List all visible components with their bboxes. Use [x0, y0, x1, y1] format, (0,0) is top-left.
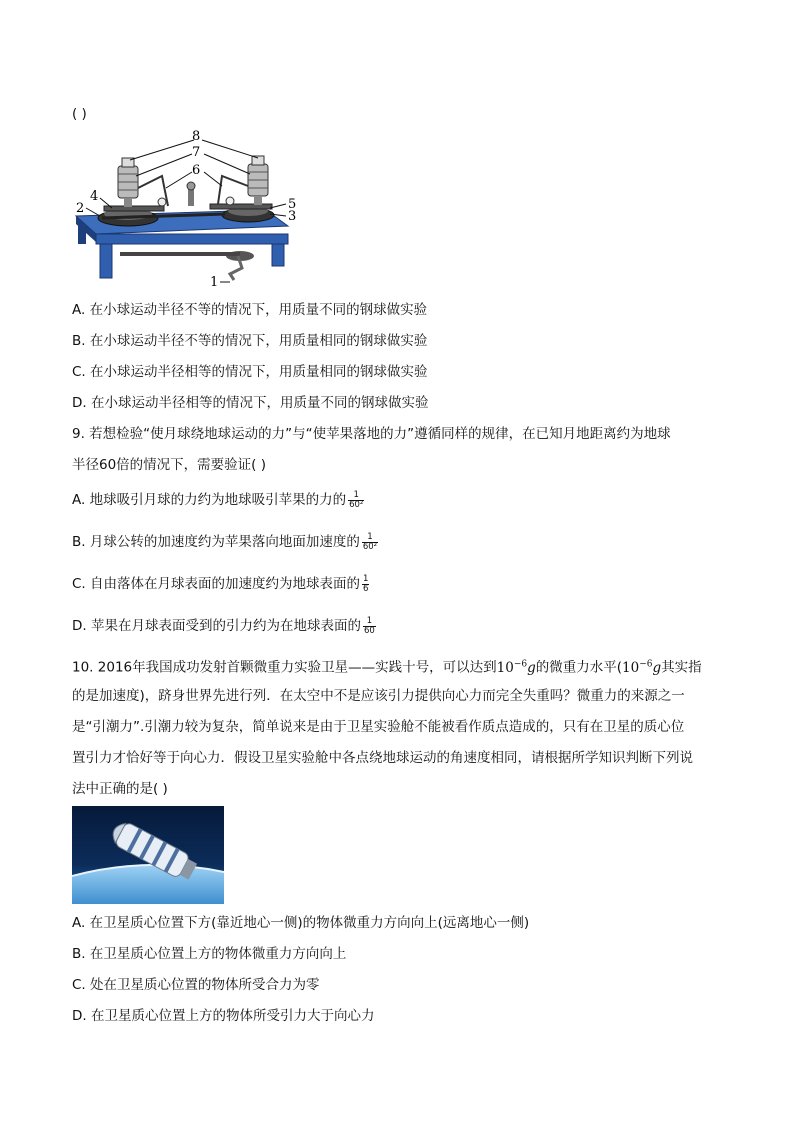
q10-option-d[interactable]: D. 在卫星质心位置上方的物体所受引力大于向心力 [72, 1008, 375, 1024]
fraction: $\frac{1}{60}$ [363, 615, 375, 636]
centripetal-force-apparatus-figure [70, 128, 300, 288]
label-4: 4 [90, 189, 99, 204]
label-1: 1 [210, 275, 219, 288]
q10-stem-line4: 置引力才恰好等于向心力．假设卫星实验舱中各点绕地球运动的角速度相同，请根据所学知识判断下列说 [72, 750, 693, 766]
q9-option-c-text: C. 自由落体在月球表面的加速度约为地球表面的 [72, 576, 361, 592]
label-7: 7 [192, 145, 201, 160]
q9-option-b[interactable] [72, 532, 378, 552]
q9-option-c[interactable] [72, 574, 369, 594]
satellite-image [72, 806, 224, 904]
q9-option-a-text: A. 地球吸引月球的力约为地球吸引苹果的力的 [72, 492, 347, 508]
fraction: $\frac{1}{\text{60²}}$ [349, 489, 364, 510]
q10-option-c[interactable]: C. 处在卫星质心位置的物体所受合力为零 [72, 977, 320, 993]
q9-stem-line1: 9. 若想检验“使月球绕地球运动的力”与“使苹果落地的力”遵循同样的规律，在已知月地距离约为地球 [72, 426, 671, 442]
q8-option-d[interactable]: D. 在小球运动半径相等的情况下，用质量不同的钢球做实验 [72, 395, 429, 411]
q8-stem-tail: ( ) [72, 106, 87, 122]
label-5: 5 [288, 197, 297, 212]
label-8: 8 [192, 129, 201, 144]
fraction: $\frac{1}{6}$ [363, 573, 369, 594]
q9-stem-line2: 半径60倍的情况下，需要验证( ) [72, 457, 267, 473]
q8-option-c[interactable]: C. 在小球运动半径相等的情况下，用质量相同的钢球做实验 [72, 364, 428, 380]
fraction: $\frac{1}{\text{60²}}$ [362, 531, 378, 552]
label-6: 6 [192, 163, 201, 178]
q10-stem-line5: 法中正确的是( ) [72, 781, 168, 797]
q10-stem-line2: 的是加速度)，跻身世界先进行列．在太空中不是应该引力提供向心力而完全失重吗？微重力的来源之一 [72, 688, 685, 704]
q10-option-b[interactable]: B. 在卫星质心位置上方的物体微重力方向向上 [72, 946, 347, 962]
label-3: 3 [288, 209, 297, 224]
q9-option-b-text: B. 月球公转的加速度约为苹果落向地面加速度的 [72, 534, 360, 550]
q8-option-b[interactable]: B. 在小球运动半径不等的情况下，用质量相同的钢球做实验 [72, 333, 428, 349]
q9-option-a[interactable] [72, 490, 364, 510]
label-2: 2 [76, 201, 85, 216]
q9-option-d[interactable] [72, 616, 376, 636]
q10-stem-line3: 是“引潮力”.引潮力较为复杂，简单说来是由于卫星实验舱不能被看作质点造成的，只有在卫星的质心位 [72, 719, 685, 735]
q9-option-d-text: D. 苹果在月球表面受到的引力约为在地球表面的 [72, 618, 361, 634]
q8-option-a[interactable]: A. 在小球运动半径不等的情况下，用质量不同的钢球做实验 [72, 302, 428, 318]
q10-option-a[interactable]: A. 在卫星质心位置下方(靠近地心一侧)的物体微重力方向向上(远离地心一侧) [72, 915, 530, 931]
q10-stem-line1: 10. 2016年我国成功发射首颗微重力实验卫星——实践十号，可以达到$10^{-6}g$的微重力水平($10^{-6}g$其实指 [72, 659, 702, 676]
